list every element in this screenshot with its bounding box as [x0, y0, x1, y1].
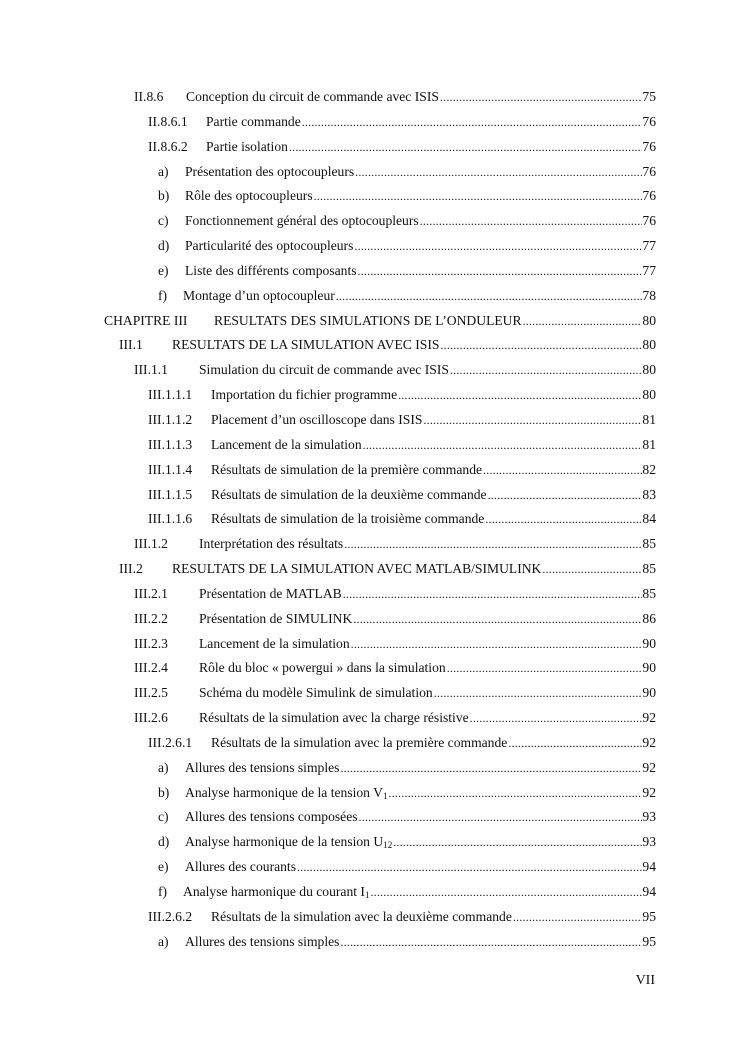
toc-entry-title: [199, 534, 343, 554]
toc-entry-title-text: Montage d’un optocoupleur: [183, 287, 335, 303]
toc-dot-leader: [344, 534, 642, 554]
toc-entry-number: e): [158, 859, 169, 875]
toc-entry-title: [211, 907, 512, 927]
toc-entry[interactable]: [0, 87, 745, 112]
toc-entry[interactable]: [0, 609, 745, 634]
toc-dot-leader: [314, 186, 643, 206]
toc-entry-title-text: Présentation des optocoupleurs: [185, 163, 355, 179]
toc-dot-leader: [485, 509, 642, 529]
toc-entry-page: 95: [642, 933, 656, 949]
toc-entry-title: [214, 311, 522, 331]
toc-dot-leader: [340, 758, 642, 778]
table-of-contents: [0, 87, 745, 957]
toc-entry-title-text: Allures des courants: [185, 859, 296, 875]
toc-entry-title: [185, 783, 387, 803]
toc-entry[interactable]: [0, 509, 745, 534]
toc-dot-leader: [351, 634, 643, 654]
toc-entry-title: [185, 932, 339, 952]
toc-entry-title-text: Allures des tensions simples: [185, 759, 340, 775]
toc-entry-title-text: Résultats de simulation de la deuxième commande: [211, 486, 487, 502]
toc-entry-title: [199, 683, 433, 703]
toc-entry-subscript: 1: [364, 890, 370, 900]
toc-entry-title-text: Résultats de simulation de la première commande: [211, 461, 483, 477]
toc-dot-leader: [370, 882, 642, 902]
toc-entry-title: [211, 509, 484, 529]
toc-entry-page: 76: [642, 113, 656, 129]
toc-entry-title-text: Simulation du circuit de commande avec ISIS: [199, 362, 449, 378]
toc-entry[interactable]: [0, 584, 745, 609]
toc-entry-number: III.2.4: [134, 660, 168, 676]
toc-entry-title-text: Présentation de SIMULINK: [199, 610, 353, 626]
toc-entry-number: a): [158, 759, 169, 775]
toc-entry-title-text: Résultats de la simulation avec la charge résistive: [199, 710, 469, 726]
toc-entry-number: a): [158, 163, 169, 179]
toc-entry-title: [199, 584, 342, 604]
toc-entry-title: [199, 360, 449, 380]
toc-entry-title: [199, 708, 469, 728]
toc-entry-title: [172, 559, 541, 579]
toc-entry[interactable]: [0, 758, 745, 783]
toc-entry-page: 94: [642, 859, 656, 875]
toc-entry-title-text: RESULTATS DE LA SIMULATION AVEC ISIS: [172, 337, 440, 353]
toc-entry-number: d): [158, 238, 170, 254]
toc-entry-title: [211, 385, 397, 405]
toc-entry-page: 77: [642, 238, 656, 254]
toc-entry-number: III.1.1.4: [148, 461, 193, 477]
toc-entry-page: 93: [642, 809, 656, 825]
toc-entry-title-text: RESULTATS DES SIMULATIONS DE L’ONDULEUR: [214, 312, 522, 328]
toc-dot-leader: [302, 112, 643, 132]
toc-entry[interactable]: [0, 137, 745, 162]
toc-entry-title-text: Particularité des optocoupleurs: [185, 238, 354, 254]
toc-entry-title: [211, 733, 507, 753]
toc-entry-title-text: Rôle du bloc « powergui » dans la simulation: [199, 660, 446, 676]
toc-entry-title-text: Partie commande: [206, 113, 301, 129]
toc-entry[interactable]: [0, 733, 745, 758]
toc-entry-page: 80: [642, 387, 656, 403]
toc-entry-number: III.1.1.1: [148, 387, 193, 403]
toc-entry-number: CHAPITRE III: [104, 312, 188, 328]
toc-entry-title-text: Allures des tensions composées: [185, 809, 358, 825]
toc-dot-leader: [483, 460, 642, 480]
toc-entry-title-text: Rôle des optocoupleurs: [185, 188, 313, 204]
toc-entry-title-text: Conception du circuit de commande avec ISIS: [186, 89, 439, 104]
toc-entry-number: III.2.5: [134, 685, 168, 701]
toc-entry-number: III.1.1.5: [148, 486, 193, 502]
toc-entry-number: a): [158, 933, 169, 949]
toc-dot-leader: [398, 385, 642, 405]
toc-dot-leader: [393, 832, 642, 852]
toc-entry-page: 90: [642, 660, 656, 676]
toc-entry-page: 80: [642, 337, 656, 353]
toc-dot-leader: [470, 708, 643, 728]
toc-entry[interactable]: [0, 360, 745, 385]
toc-entry-title: [206, 137, 288, 157]
toc-entry[interactable]: [0, 857, 745, 882]
toc-entry-title: [206, 112, 301, 132]
toc-entry[interactable]: [0, 882, 745, 907]
toc-entry-number: II.8.6.2: [148, 138, 188, 154]
toc-entry-title-text: Placement d’un oscilloscope dans ISIS: [211, 411, 423, 427]
toc-entry-page: 83: [642, 486, 656, 502]
toc-entry[interactable]: [0, 286, 745, 311]
toc-entry-page: 90: [642, 635, 656, 651]
toc-entry[interactable]: [0, 783, 745, 808]
toc-entry[interactable]: [0, 236, 745, 261]
toc-entry-page: 86: [642, 610, 656, 626]
toc-entry[interactable]: [0, 410, 745, 435]
toc-entry-page: 75: [642, 89, 656, 104]
toc-entry-subscript: 1: [382, 790, 388, 801]
toc-entry-number: f): [158, 287, 168, 303]
toc-entry-title-text: Analyse harmonique de la tension U: [185, 834, 384, 850]
toc-entry[interactable]: [0, 335, 745, 360]
toc-dot-leader: [297, 857, 642, 877]
toc-dot-leader: [450, 360, 642, 380]
toc-entry[interactable]: [0, 683, 745, 708]
toc-entry[interactable]: [0, 485, 745, 510]
toc-entry-page: 81: [642, 436, 656, 452]
toc-entry-page: 92: [642, 710, 656, 726]
toc-entry-page: 95: [642, 908, 656, 924]
toc-entry-number: III.2: [119, 561, 143, 577]
toc-entry-page: 81: [642, 411, 656, 427]
toc-entry-title: [185, 832, 392, 852]
toc-entry-title-text: Fonctionnement général des optocoupleurs: [185, 213, 419, 229]
toc-entry-title: [183, 286, 335, 306]
toc-entry-number: f): [158, 884, 168, 899]
toc-entry-title-text: Importation du fichier programme: [211, 387, 398, 403]
toc-entry-title: [183, 882, 369, 902]
toc-dot-leader: [355, 162, 642, 182]
toc-entry[interactable]: [0, 658, 745, 683]
toc-entry[interactable]: [0, 435, 745, 460]
toc-entry-number: III.2.6.1: [148, 734, 193, 750]
toc-entry[interactable]: [0, 385, 745, 410]
toc-dot-leader: [353, 609, 642, 629]
toc-entry-number: III.2.1: [134, 585, 168, 601]
toc-entry-title: [199, 609, 352, 629]
toc-entry[interactable]: [0, 162, 745, 187]
toc-entry-title-text: Interprétation des résultats: [199, 536, 344, 552]
toc-entry-number: III.1.1.3: [148, 436, 193, 452]
toc-entry-title: [211, 410, 422, 430]
toc-entry-title-text: Présentation de MATLAB: [199, 585, 342, 601]
toc-entry[interactable]: [0, 634, 745, 659]
toc-dot-leader: [359, 807, 643, 827]
toc-entry[interactable]: [0, 460, 745, 485]
toc-entry-number: III.1.1: [134, 362, 168, 378]
toc-entry[interactable]: [0, 708, 745, 733]
toc-entry-title: [172, 335, 439, 355]
toc-entry-title: [185, 857, 296, 877]
toc-entry-title-text: Résultats de la simulation avec la deuxième commande: [211, 908, 512, 924]
toc-entry-title: [211, 485, 487, 505]
toc-entry-page: 85: [642, 585, 656, 601]
toc-entry-title-text: Analyse harmonique du courant I: [183, 884, 365, 899]
toc-dot-leader: [289, 137, 642, 157]
toc-entry[interactable]: [0, 186, 745, 211]
toc-entry-page: 80: [642, 362, 656, 378]
toc-dot-leader: [542, 559, 642, 579]
toc-entry-number: c): [158, 213, 169, 229]
toc-entry-number: III.1.2: [134, 536, 168, 552]
toc-entry-page: 90: [642, 685, 656, 701]
toc-entry-title-text: Lancement de la simulation: [211, 436, 362, 452]
toc-entry-page: 76: [642, 213, 656, 229]
toc-entry[interactable]: [0, 534, 745, 559]
toc-dot-leader: [340, 932, 642, 952]
toc-dot-leader: [440, 335, 642, 355]
toc-entry[interactable]: [0, 261, 745, 286]
toc-entry-page: 77: [642, 262, 656, 278]
toc-entry[interactable]: [0, 807, 745, 832]
toc-entry-number: II.8.6: [134, 89, 164, 104]
toc-entry[interactable]: [0, 559, 745, 584]
toc-entry-number: III.2.3: [134, 635, 168, 651]
toc-dot-leader: [508, 733, 642, 753]
toc-entry-number: c): [158, 809, 169, 825]
toc-entry-number: III.1.1.2: [148, 411, 193, 427]
toc-dot-leader: [447, 658, 643, 678]
toc-entry-title-text: Analyse harmonique de la tension V: [185, 784, 383, 800]
toc-dot-leader: [358, 261, 643, 281]
page-number-footer: VII: [635, 973, 655, 988]
toc-entry[interactable]: [0, 832, 745, 857]
toc-entry-number: III.1: [119, 337, 143, 353]
toc-entry-title-text: Allures des tensions simples: [185, 933, 340, 949]
toc-entry-title-text: RESULTATS DE LA SIMULATION AVEC MATLAB/SIMULINK: [172, 561, 542, 577]
toc-entry-title: [185, 211, 419, 231]
toc-dot-leader: [343, 584, 643, 604]
toc-dot-leader: [388, 783, 642, 803]
toc-dot-leader: [488, 485, 643, 505]
toc-entry-page: 84: [642, 511, 656, 527]
toc-dot-leader: [440, 87, 642, 107]
toc-entry[interactable]: [0, 907, 745, 932]
toc-entry-title: [186, 87, 439, 107]
toc-entry-number: d): [158, 834, 170, 850]
toc-entry-page: 80: [642, 312, 656, 328]
toc-entry-title: [199, 634, 350, 654]
toc-entry-title: [185, 261, 357, 281]
toc-entry-page: 93: [642, 834, 656, 850]
toc-entry-page: 78: [642, 287, 656, 303]
toc-entry-title: [199, 658, 446, 678]
toc-entry-number: III.2.6.2: [148, 908, 193, 924]
toc-entry-page: 85: [642, 536, 656, 552]
toc-dot-leader: [354, 236, 642, 256]
toc-dot-leader: [420, 211, 643, 231]
toc-entry-title-text: Schéma du modèle Simulink de simulation: [199, 685, 433, 701]
toc-entry-title-text: Liste des différents composants: [185, 262, 357, 278]
toc-dot-leader: [523, 311, 643, 331]
toc-entry-page: 82: [642, 461, 656, 477]
toc-entry-page: 76: [642, 188, 656, 204]
toc-dot-leader: [434, 683, 643, 703]
toc-entry-title: [185, 162, 354, 182]
toc-entry-page: 92: [642, 759, 656, 775]
toc-entry-number: II.8.6.1: [148, 113, 188, 129]
toc-dot-leader: [513, 907, 643, 927]
toc-entry-title: [185, 807, 358, 827]
toc-dot-leader: [363, 435, 643, 455]
toc-entry-page: 76: [642, 138, 656, 154]
toc-entry-number: b): [158, 188, 170, 204]
toc-entry-number: III.2.6: [134, 710, 168, 726]
toc-entry-number: III.1.1.6: [148, 511, 193, 527]
toc-entry-title-text: Résultats de la simulation avec la première commande: [211, 734, 508, 750]
toc-dot-leader: [423, 410, 642, 430]
toc-entry-title: [211, 460, 482, 480]
toc-entry-title-text: Partie isolation: [206, 138, 288, 154]
toc-entry[interactable]: [0, 112, 745, 137]
toc-entry-number: b): [158, 784, 170, 800]
toc-entry-page: 92: [642, 784, 656, 800]
toc-entry-number: III.2.2: [134, 610, 168, 626]
toc-entry-title-text: Lancement de la simulation: [199, 635, 350, 651]
toc-entry-page: 94: [642, 884, 656, 899]
toc-entry-title: [211, 435, 362, 455]
toc-entry[interactable]: [0, 211, 745, 236]
toc-entry-page: 76: [642, 163, 656, 179]
toc-entry-title: [185, 758, 339, 778]
toc-entry[interactable]: [0, 932, 745, 957]
toc-entry-number: e): [158, 262, 169, 278]
toc-entry-page: 92: [642, 734, 656, 750]
toc-entry-title: [185, 186, 313, 206]
toc-entry[interactable]: [0, 311, 745, 336]
toc-entry-subscript: 12: [383, 840, 393, 851]
toc-dot-leader: [336, 286, 643, 306]
toc-entry-title: [185, 236, 353, 256]
toc-entry-page: 85: [642, 561, 656, 577]
toc-entry-title-text: Résultats de simulation de la troisième commande: [211, 511, 485, 527]
